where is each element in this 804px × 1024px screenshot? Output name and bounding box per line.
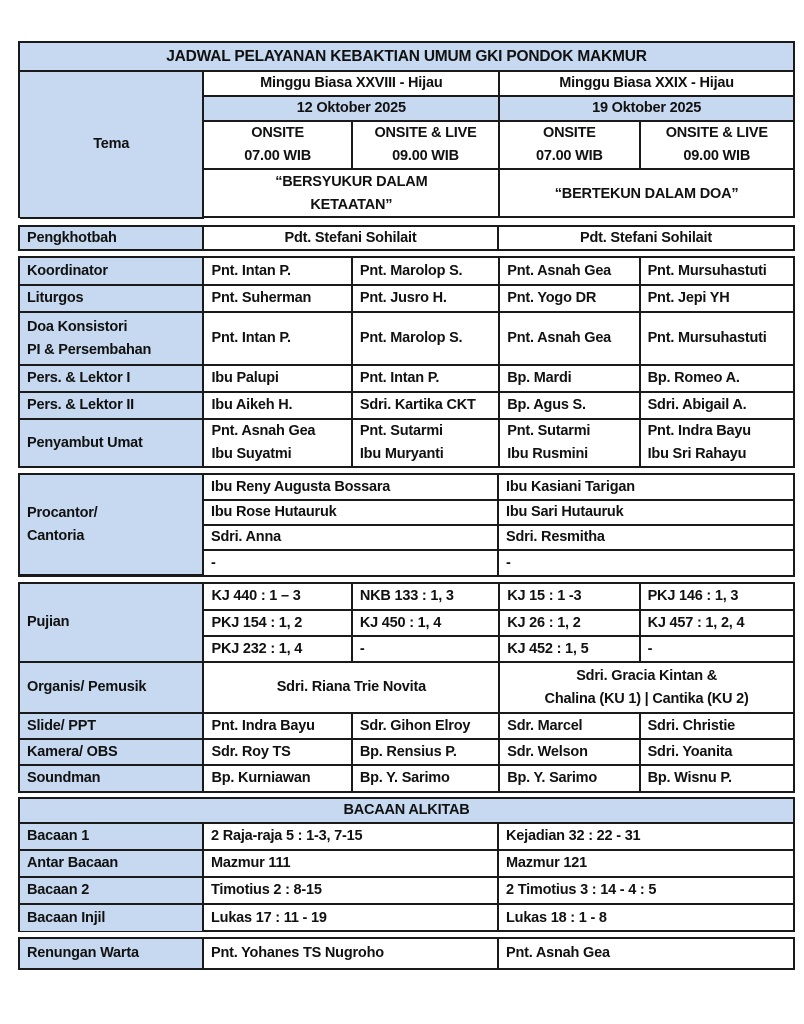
week1-minggu: Minggu Biasa XXVIII - Hijau: [203, 71, 499, 96]
role-cell: Pnt. Suherman: [203, 285, 351, 312]
role-cell: Pnt. Asnah Gea: [499, 258, 639, 285]
role-cell: Pnt. Asnah Gea: [499, 312, 639, 365]
bacaan-label: Bacaan 1: [20, 823, 203, 850]
week1-service1: [203, 121, 351, 169]
role-row: [20, 392, 793, 419]
role-cell: Pnt. Jusro H.: [352, 285, 499, 312]
bacaan-header: BACAAN ALKITAB: [20, 799, 793, 823]
organis-line: Chalina (KU 1) | Cantika (KU 2): [544, 690, 749, 707]
role-cell: Pnt. Yogo DR: [499, 285, 639, 312]
procantor-week2: Ibu Sari Hutauruk: [498, 500, 793, 525]
person: Ibu Rusmini: [507, 446, 588, 462]
penyambut-cell: [499, 419, 639, 466]
pengkhotbah-week1: Pdt. Stefani Sohilait: [203, 227, 498, 249]
bacaan-block: [18, 797, 795, 932]
tech-label: Kamera/ OBS: [20, 739, 203, 765]
bacaan-label: Bacaan 2: [20, 877, 203, 904]
tech-cell: Sdr. Welson: [499, 739, 639, 765]
procantor-week1: -: [203, 550, 498, 575]
roles-table: [20, 258, 793, 466]
week2-theme: “BERTEKUN DALAM DOA”: [499, 169, 793, 218]
service-time: 09.00 WIB: [683, 148, 751, 164]
hymn-cell: PKJ 154 : 1, 2: [203, 610, 351, 636]
role-cell: Ibu Aikeh H.: [203, 392, 351, 419]
pujian-label: Pujian: [20, 584, 203, 662]
music-tech-block: [18, 582, 795, 793]
service-time: 07.00 WIB: [244, 148, 311, 164]
bacaan-row: [20, 823, 793, 850]
procantor-label: [20, 475, 203, 575]
tech-cell: Bp. Wisnu P.: [640, 765, 793, 791]
hymn-cell: KJ 440 : 1 – 3: [203, 584, 351, 610]
tech-cell: Sdri. Yoanita: [640, 739, 793, 765]
role-row: [20, 258, 793, 285]
roles-block: [18, 256, 795, 468]
bacaan-week2: Lukas 18 : 1 - 8: [498, 904, 793, 931]
procantor-week2: -: [498, 550, 793, 575]
bacaan-week2: Kejadian 32 : 22 - 31: [498, 823, 793, 850]
role-cell: Pnt. Intan P.: [203, 312, 351, 365]
tech-cell: Bp. Y. Sarimo: [499, 765, 639, 791]
person: Pnt. Sutarmi: [359, 423, 443, 439]
person: Ibu Sri Rahayu: [647, 446, 747, 462]
week2-service1: [499, 121, 639, 169]
hymn-cell: KJ 452 : 1, 5: [499, 636, 639, 662]
tech-label: Slide/ PPT: [20, 713, 203, 739]
bacaan-week1: Mazmur 111: [203, 850, 498, 877]
role-label: Liturgos: [20, 285, 203, 312]
penyambut-cell: [352, 419, 499, 466]
hymn-cell: PKJ 146 : 1, 3: [640, 584, 793, 610]
renungan-week2: Pnt. Asnah Gea: [498, 939, 793, 968]
schedule-title: JADWAL PELAYANAN KEBAKTIAN UMUM GKI PONDOK MAKMUR: [20, 43, 793, 71]
procantor-week2: Sdri. Resmitha: [498, 525, 793, 550]
service-type: ONSITE: [542, 125, 596, 141]
role-label-line: PI & Persembahan: [27, 341, 152, 358]
role-cell: Pnt. Jepi YH: [640, 285, 793, 312]
music-tech-table: [20, 584, 793, 791]
service-type: ONSITE: [251, 125, 305, 141]
bacaan-label: Antar Bacaan: [20, 850, 203, 877]
person: Ibu Suyatmi: [211, 446, 292, 462]
week1-date: 12 Oktober 2025: [203, 96, 499, 121]
tech-row: [20, 713, 793, 739]
theme-line: KETAATAN”: [310, 197, 393, 213]
theme-line: “BERSYUKUR DALAM: [275, 174, 428, 190]
procantor-label-line: Procantor/: [27, 504, 98, 521]
week2-service2: [640, 121, 793, 169]
hymn-cell: NKB 133 : 1, 3: [352, 584, 499, 610]
bacaan-week2: 2 Timotius 3 : 14 - 4 : 5: [498, 877, 793, 904]
role-cell: Pnt. Mursuhastuti: [640, 312, 793, 365]
tech-label: Soundman: [20, 765, 203, 791]
procantor-week1: Ibu Reny Augusta Bossara: [203, 475, 498, 500]
penyambut-cell: [640, 419, 793, 466]
person: Pnt. Sutarmi: [507, 423, 591, 439]
organis-label: Organis/ Pemusik: [20, 662, 203, 713]
week1-theme: [203, 169, 499, 218]
role-cell: Bp. Romeo A.: [640, 365, 793, 392]
tech-row: [20, 765, 793, 791]
role-label: Pers. & Lektor I: [20, 365, 203, 392]
bacaan-week1: Lukas 17 : 11 - 19: [203, 904, 498, 931]
hymn-cell: KJ 450 : 1, 4: [352, 610, 499, 636]
pengkhotbah-block: [18, 225, 795, 251]
person: Pnt. Indra Bayu: [647, 423, 751, 439]
hymn-cell: PKJ 232 : 1, 4: [203, 636, 351, 662]
role-cell: Bp. Agus S.: [499, 392, 639, 419]
role-row: [20, 312, 793, 365]
renungan-label: Renungan Warta: [20, 939, 203, 968]
tech-row: [20, 739, 793, 765]
renungan-block: [18, 937, 795, 970]
bacaan-week1: Timotius 2 : 8-15: [203, 877, 498, 904]
tech-cell: Pnt. Indra Bayu: [203, 713, 351, 739]
renungan-week1: Pnt. Yohanes TS Nugroho: [203, 939, 498, 968]
role-cell: Pnt. Mursuhastuti: [640, 258, 793, 285]
bacaan-week2: Mazmur 121: [498, 850, 793, 877]
hymn-cell: KJ 26 : 1, 2: [499, 610, 639, 636]
tech-cell: Sdr. Gihon Elroy: [352, 713, 499, 739]
person: Pnt. Asnah Gea: [211, 423, 316, 439]
bacaan-row: [20, 877, 793, 904]
role-label: Pers. & Lektor II: [20, 392, 203, 419]
role-cell: Sdri. Kartika CKT: [352, 392, 499, 419]
tema-block: [18, 41, 795, 218]
tema-table: [20, 43, 793, 219]
procantor-week1: Ibu Rose Hutauruk: [203, 500, 498, 525]
tech-cell: Bp. Y. Sarimo: [352, 765, 499, 791]
procantor-week1: Sdri. Anna: [203, 525, 498, 550]
penyambut-cell: [203, 419, 351, 466]
service-type: ONSITE & LIVE: [665, 125, 768, 141]
pengkhotbah-label: Pengkhotbah: [20, 227, 203, 249]
role-cell: Ibu Palupi: [203, 365, 351, 392]
bacaan-row: [20, 904, 793, 931]
tech-cell: Sdri. Christie: [640, 713, 793, 739]
week2-minggu: Minggu Biasa XXIX - Hijau: [499, 71, 793, 96]
person: Ibu Muryanti: [359, 446, 444, 462]
role-cell: Sdri. Abigail A.: [640, 392, 793, 419]
week1-service2: [352, 121, 499, 169]
penyambut-row: [20, 419, 793, 466]
procantor-table: [20, 475, 793, 576]
pengkhotbah-week2: Pdt. Stefani Sohilait: [498, 227, 793, 249]
role-cell: Pnt. Intan P.: [352, 365, 499, 392]
role-label: Koordinator: [20, 258, 203, 285]
tech-cell: Sdr. Marcel: [499, 713, 639, 739]
role-label: [20, 312, 203, 365]
procantor-week2: Ibu Kasiani Tarigan: [498, 475, 793, 500]
organis-week1: Sdri. Riana Trie Novita: [203, 662, 499, 713]
procantor-label-line: Cantoria: [27, 527, 85, 544]
role-row: [20, 285, 793, 312]
role-label-line: Doa Konsistori: [27, 318, 128, 335]
role-row: [20, 365, 793, 392]
hymn-cell: -: [352, 636, 499, 662]
role-cell: Pnt. Marolop S.: [352, 258, 499, 285]
bacaan-week1: 2 Raja-raja 5 : 1-3, 7-15: [203, 823, 498, 850]
pengkhotbah-table: [20, 227, 793, 249]
tech-cell: Bp. Kurniawan: [203, 765, 351, 791]
tech-cell: Bp. Rensius P.: [352, 739, 499, 765]
service-time: 09.00 WIB: [392, 148, 459, 164]
hymn-cell: KJ 457 : 1, 2, 4: [640, 610, 793, 636]
bacaan-table: [20, 799, 793, 931]
renungan-table: [20, 939, 793, 968]
organis-line: Sdri. Gracia Kintan &: [576, 667, 718, 684]
bacaan-row: [20, 850, 793, 877]
penyambut-label: Penyambut Umat: [20, 419, 203, 466]
bacaan-label: Bacaan Injil: [20, 904, 203, 931]
week2-date: 19 Oktober 2025: [499, 96, 793, 121]
service-type: ONSITE & LIVE: [374, 125, 477, 141]
hymn-cell: -: [640, 636, 793, 662]
hymn-cell: KJ 15 : 1 -3: [499, 584, 639, 610]
service-time: 07.00 WIB: [536, 148, 603, 164]
tema-label: Tema: [20, 71, 203, 218]
procantor-block: [18, 473, 795, 577]
role-cell: Pnt. Intan P.: [203, 258, 351, 285]
tech-cell: Sdr. Roy TS: [203, 739, 351, 765]
role-cell: Pnt. Marolop S.: [352, 312, 499, 365]
role-cell: Bp. Mardi: [499, 365, 639, 392]
organis-week2: [499, 662, 793, 713]
